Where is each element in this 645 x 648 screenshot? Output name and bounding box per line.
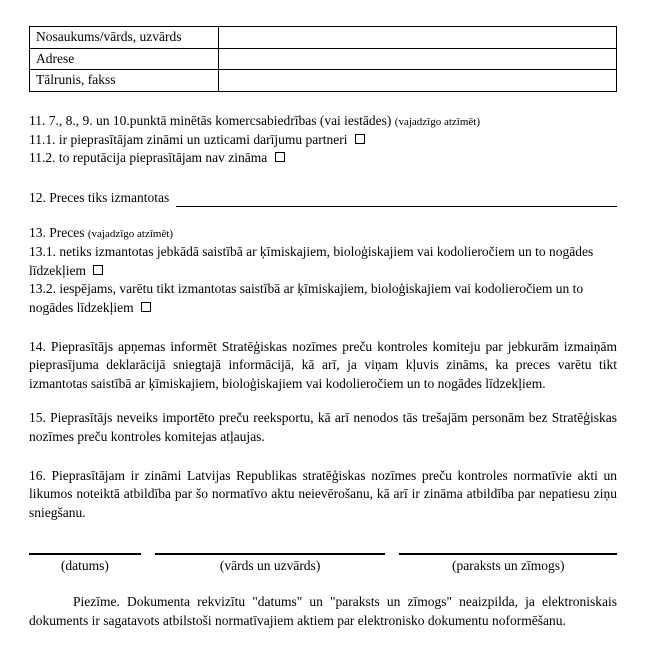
clause-13-1 <box>29 243 617 280</box>
clause-11-1 <box>29 131 617 150</box>
clause-13-2 <box>29 280 617 317</box>
clause-14: 14. Pieprasītājs apņemas informēt Stratēģiskas nozīmes preču kontroles komiteju par jebkurām izmaiņām pieprasījuma deklarācijā sniegtajā informācijā, kā arī, ja viņam kļuvis zināms, ka preces varētu tikt izmantotas saistībā ar ķīmiskajiem, bioloģiskajiem vai kodolieročiem un to nogādes līdzekļiem. <box>29 338 617 391</box>
address-value-field[interactable] <box>219 48 617 70</box>
clause-11 <box>29 112 617 131</box>
clause-13 <box>29 224 617 243</box>
date-signature-line[interactable] <box>29 553 141 555</box>
signature-date-block <box>29 553 141 576</box>
table-row <box>30 27 617 49</box>
applicant-table <box>29 26 617 92</box>
clause-12-fill-blank[interactable] <box>176 192 617 207</box>
table-row <box>30 48 617 70</box>
signature-stamp-block <box>399 553 617 576</box>
clause-11-note: (vajadzīgo atzīmēt) <box>394 115 481 128</box>
clause-12 <box>29 189 617 208</box>
clause-13-text: 13. Preces <box>29 225 85 241</box>
clause-13-2-text: 13.2. iespējams, varētu tikt izmantotas saistībā ar ķīmiskajiem, bioloģiskajiem vai kodolieročiem un to nogādes līdzekļiem <box>29 281 584 315</box>
clause-11-2-text: 11.2. to reputācija pieprasītājam nav zināma <box>29 150 268 166</box>
name-label: (vārds un uzvārds) <box>219 557 321 573</box>
clause-16: 16. Pieprasītājam ir zināmi Latvijas Republikas stratēģiskas nozīmes preču kontroles normatīvie akti un likumos noteiktā atbildība par šo normatīvo aktu neievērošanu, kā arī ir zināma atbildība par nepatiesu ziņu sniegšanu. <box>29 467 617 520</box>
name-value-field[interactable] <box>219 27 617 49</box>
stamp-signature-line[interactable] <box>399 553 617 555</box>
table-row-label-address: Adrese <box>30 48 219 70</box>
table-row <box>30 70 617 92</box>
checkbox-13-2-icon[interactable] <box>141 302 151 312</box>
checkbox-11-2-icon[interactable] <box>275 152 285 162</box>
note-paragraph: Piezīme. Dokumenta rekvizītu "datums" un "paraksts un zīmogs" neaizpilda, ja elektroniskais dokuments ir sagatavots atbilstoši normatīvajiem aktiem par elektronisko dokumentu noformēšanu. <box>29 594 617 628</box>
signature-row <box>29 553 617 576</box>
clause-15: 15. Pieprasītājs neveiks importēto preču reeksportu, kā arī nenodos tās trešajām personām bez Stratēģiskas nozīmes preču kontroles komitejas atļaujas. <box>29 410 617 444</box>
table-row-label-name: Nosaukums/vārds, uzvārds <box>30 27 219 49</box>
date-label: (datums) <box>60 557 109 573</box>
signature-name-block <box>155 553 384 576</box>
clause-12-text: 12. Preces tiks izmantotas <box>29 189 170 205</box>
checkbox-11-1-icon[interactable] <box>355 134 365 144</box>
clause-13-1-text: 13.1. netiks izmantotas jebkādā saistībā ar ķīmiskajiem, bioloģiskajiem vai kodolieročiem un to nogādes līdzekļiem <box>29 244 594 278</box>
clause-11-text: 11. 7., 8., 9. un 10.punktā minētās komercsabiedrības (vai iestādes) <box>29 112 392 128</box>
checkbox-13-1-icon[interactable] <box>93 265 103 275</box>
stamp-label: (paraksts un zīmogs) <box>451 557 565 573</box>
phone-value-field[interactable] <box>219 70 617 92</box>
clause-13-note: (vajadzīgo atzīmēt) <box>87 228 174 241</box>
name-signature-line[interactable] <box>155 553 384 555</box>
clause-11-2 <box>29 149 617 168</box>
clause-11-1-text: 11.1. ir pieprasītājam zināmi un uzticami darījumu partneri <box>29 131 348 147</box>
table-row-label-phone: Tālrunis, fakss <box>30 70 219 92</box>
